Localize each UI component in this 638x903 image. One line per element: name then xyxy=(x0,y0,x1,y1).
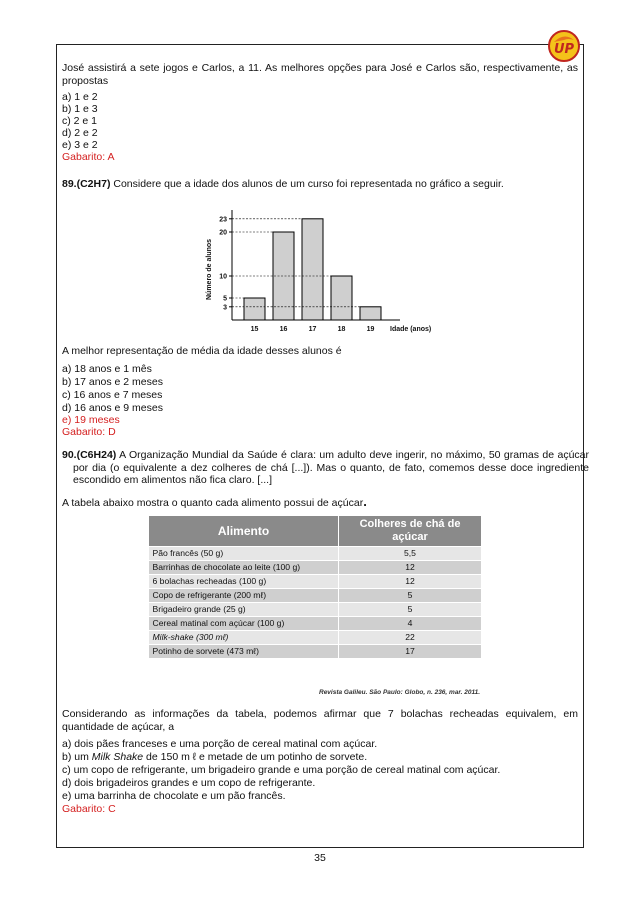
y-tick-label-23: 23 xyxy=(219,216,227,224)
value-cell: 22 xyxy=(339,631,482,645)
food-cell: 6 bolachas recheadas (100 g) xyxy=(149,575,339,589)
x-tick-label-18: 18 xyxy=(337,326,346,333)
svg-text:UP: UP xyxy=(553,42,575,57)
q89-option-c: c) 16 anos e 7 meses xyxy=(62,389,163,401)
y-tick-label-20: 20 xyxy=(219,229,227,237)
table-row xyxy=(149,561,482,575)
bar-18 xyxy=(331,276,352,320)
q90-code: 90.(C6H24) xyxy=(62,449,117,461)
x-tick-label-16: 16 xyxy=(279,326,288,333)
q90-table-intro-text: A tabela abaixo mostra o quanto cada alimento possui de açúcar xyxy=(62,497,364,509)
q90-option-c: c) um copo de refrigerante, um brigadeiro grande e uma porção de cereal matinal com açúcar. xyxy=(62,764,501,776)
q90-table-intro-end: . xyxy=(363,494,367,509)
food-cell: Brigadeiro grande (25 g) xyxy=(149,603,339,617)
q89-answer: Gabarito: D xyxy=(62,426,116,438)
q90-option-b-em: Milk Shake xyxy=(91,751,144,763)
sugar-table xyxy=(148,515,482,687)
q88-option-c: c) 2 e 1 xyxy=(62,115,98,127)
q89-prompt xyxy=(62,178,578,191)
q88-option-e: e) 3 e 2 xyxy=(62,139,98,151)
q90-option-e: e) uma barrinha de chocolate e um pão francês. xyxy=(62,790,286,802)
col-header-food: Alimento xyxy=(149,516,339,547)
q90-option-b-post: de 150 m ℓ e metade de um potinho de sorvete. xyxy=(143,751,368,763)
bar-16 xyxy=(273,232,294,320)
table-row xyxy=(149,547,482,561)
food-cell: Cereal matinal com açúcar (100 g) xyxy=(149,617,339,631)
q88-option-a: a) 1 e 2 xyxy=(62,91,98,103)
q90-table-intro xyxy=(62,496,578,510)
q90-option-d: d) dois brigadeiros grandes e um copo de refrigerante. xyxy=(62,777,316,789)
food-cell: Milk-shake (300 mℓ) xyxy=(149,631,339,645)
q90-option-b xyxy=(62,751,367,763)
value-cell: 5 xyxy=(339,603,482,617)
x-tick-label-17: 17 xyxy=(308,326,317,333)
table-row xyxy=(149,575,482,589)
q89-option-b: b) 17 anos e 2 meses xyxy=(62,376,163,388)
q88-option-b: b) 1 e 3 xyxy=(62,103,98,115)
table-row xyxy=(149,631,482,645)
q89-question: A melhor representação de média da idade desses alunos é xyxy=(62,345,342,357)
q90-question: Considerando as informações da tabela, podemos afirmar que 7 bolachas recheadas equivalem, em quantidade de açúcar, a xyxy=(62,708,578,733)
q89-option-a: a) 18 anos e 1 mês xyxy=(62,363,152,375)
food-cell: Pão francês (50 g) xyxy=(149,547,339,561)
value-cell: 5,5 xyxy=(339,547,482,561)
y-axis-label: Número de alunos xyxy=(206,238,213,300)
col-header-spoons: Colheres de chá de açúcar xyxy=(339,516,482,547)
table-source: Revista Galileu. São Paulo: Globo, n. 236, mar. 2011. xyxy=(319,689,480,696)
page-number: 35 xyxy=(314,852,326,864)
q89-option-d: d) 16 anos e 9 meses xyxy=(62,402,163,414)
table-row xyxy=(149,603,482,617)
y-tick-label-10: 10 xyxy=(219,273,227,281)
x-tick-label-19: 19 xyxy=(366,326,375,333)
food-cell: Barrinhas de chocolate ao leite (100 g) xyxy=(149,561,339,575)
food-cell: Potinho de sorvete (473 mℓ) xyxy=(149,645,339,659)
q90-stem-text: A Organização Mundial da Saúde é clara: um adulto deve ingerir, no máximo, 50 gramas de açúcar por dia (o equivalente a dez colheres de chá [...]). Mas o quanto, de fato, comemos desse doce ingrediente escondido em alimentos não fica claro. [...] xyxy=(73,449,589,487)
q90-option-b-pre: b) um xyxy=(62,751,92,763)
value-cell: 12 xyxy=(339,575,482,589)
x-axis-label: Idade (anos) xyxy=(390,326,432,333)
y-tick-label-5: 5 xyxy=(223,295,227,303)
q90-option-a: a) dois pães franceses e uma porção de cereal matinal com açúcar. xyxy=(62,738,378,750)
bar-19 xyxy=(360,307,381,320)
age-bar-chart xyxy=(200,204,444,336)
y-tick-label-3: 3 xyxy=(223,304,227,312)
q89-option-e: e) 19 meses xyxy=(62,414,120,426)
food-cell: Copo de refrigerante (200 mℓ) xyxy=(149,589,339,603)
table-row xyxy=(149,589,482,603)
table-row xyxy=(149,617,482,631)
q90-stem xyxy=(62,449,589,487)
table-row xyxy=(149,645,482,659)
up-logo-icon xyxy=(546,28,582,64)
bar-15 xyxy=(244,298,265,320)
bar-17 xyxy=(302,219,323,320)
value-cell: 12 xyxy=(339,561,482,575)
q89-code: 89.(C2H7) xyxy=(62,178,111,190)
q88-option-d: d) 2 e 2 xyxy=(62,127,98,139)
x-tick-label-15: 15 xyxy=(250,326,259,333)
value-cell: 5 xyxy=(339,589,482,603)
q90-answer: Gabarito: C xyxy=(62,803,116,815)
q89-prompt-text: Considere que a idade dos alunos de um curso foi representada no gráfico a seguir. xyxy=(110,178,504,190)
q88-stem: José assistirá a sete jogos e Carlos, a 11. As melhores opções para José e Carlos são, respectivamente, as propostas xyxy=(62,62,578,87)
q88-answer: Gabarito: A xyxy=(62,151,115,163)
value-cell: 17 xyxy=(339,645,482,659)
value-cell: 4 xyxy=(339,617,482,631)
